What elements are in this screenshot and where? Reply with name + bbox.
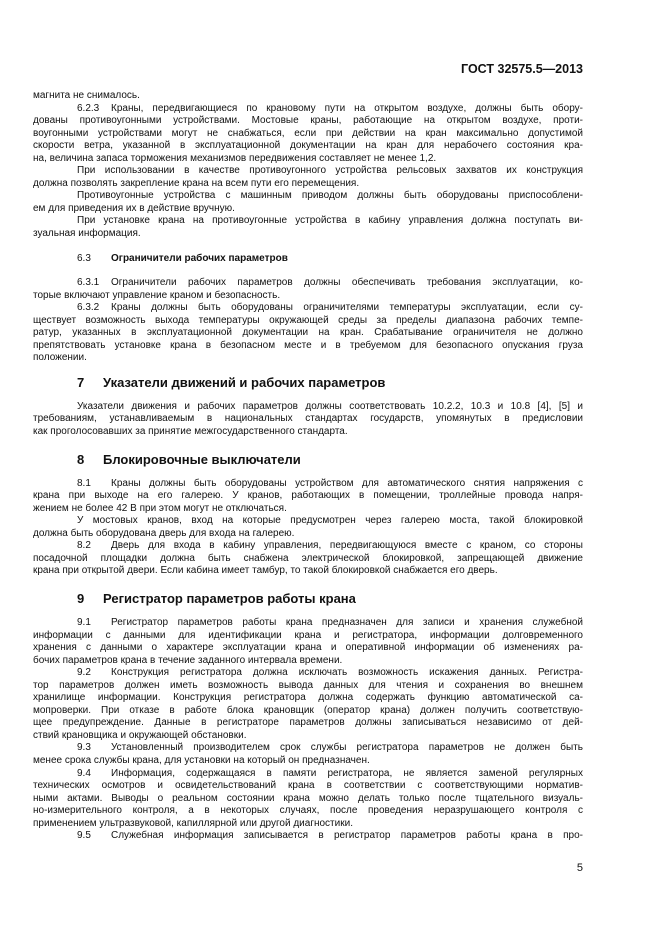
text-line: [33, 203, 583, 216]
text-line: [33, 680, 583, 693]
text-line: [33, 655, 583, 668]
section-heading-7: [77, 376, 583, 390]
section-title: Регистратор параметров работы крана: [103, 590, 356, 606]
line-text: хранения с данными о характере эксплуатации крана и оперативной информации об изменениях ра-: [33, 642, 583, 654]
line-text: Краны, передвигающиеся по крановому пути на открытом воздухе, должны быть обору-: [111, 102, 583, 114]
text-line: [33, 352, 583, 365]
line-text: хранилище информации. Конструкция регистратора должна содержать функцию автоматической са-: [33, 692, 583, 704]
clause-9-5: [33, 830, 583, 843]
text-line: [33, 768, 583, 781]
line-text: Краны должны быть оборудованы ограничителями температуры эксплуатации, если су-: [111, 302, 583, 314]
clause-8-2: [33, 540, 583, 578]
line-text: Дверь для входа в кабину управления, передвигающуюся вместе с краном, со стороны: [111, 540, 583, 552]
text-line: [33, 642, 583, 655]
section-title: Ограничители рабочих параметров: [111, 253, 288, 265]
line-text: но-измерительного контроля, а в некоторых случаях, после проведения неразрушающего контроля с: [33, 805, 583, 817]
line-text: зуальная информация.: [33, 228, 141, 240]
section-title: Указатели движений и рабочих параметров: [103, 374, 386, 390]
clause-6-3-1: [33, 277, 583, 302]
line-text: Служебная информация записывается в регистратор параметров работы крана в про-: [111, 830, 583, 842]
text-line: [33, 830, 583, 843]
line-text: торые включают управление краном и безопасность.: [33, 289, 281, 301]
page-number: 5: [576, 862, 583, 874]
section-number: 6.3: [77, 253, 91, 265]
text-line: [33, 340, 583, 353]
line-text: должна позволять закрепление крана на всем пути его перемещения.: [33, 177, 360, 189]
clause-number: 6.2.3: [77, 102, 100, 114]
line-text: скорости ветра, указанной в эксплуатационной документации на кран для нерабочего состояния кра-: [33, 140, 583, 152]
text-line: [33, 705, 583, 718]
line-text: требованиям, устанавливаемым в национальных стандартах государств, упомянутых в предисловии: [33, 413, 583, 425]
line-text: ными актами. Выводы о реальном состоянии крана можно делать только после тщательного визуаль-: [33, 792, 583, 804]
line-text: У мостовых кранов, вход на которые предусмотрен через галерею моста, такой блокировкой: [77, 515, 583, 527]
line-text: мопроверки. При отказе в работе блока крановщик (оператор крана) должен получить соответствую-: [33, 704, 583, 716]
clause-number: 9.3: [77, 742, 91, 754]
clause-number: 9.4: [77, 767, 91, 779]
text-line: [33, 540, 583, 553]
line-text: магнита не снималось.: [33, 90, 140, 101]
section-number: 7: [77, 374, 85, 390]
text-line: [33, 667, 583, 680]
line-text: ем для приведения их в действие вручную.: [33, 202, 235, 214]
line-text: ществует возможность выхода температуры окружающей среды за пределы диапазона рабочих темпе-: [33, 314, 583, 326]
text-line: [33, 630, 583, 643]
document-header-id: ГОСТ 32575.5—2013: [461, 62, 583, 76]
clause-number: 6.3.1: [77, 277, 100, 289]
line-text: жением не более 42 В при этом могут не отключаться.: [33, 502, 287, 514]
text-line: [33, 478, 583, 491]
text-line: [33, 153, 583, 166]
text-line: [33, 780, 583, 793]
section-heading-6-3: [77, 253, 583, 266]
text-line: [33, 818, 583, 831]
paragraph: [33, 401, 583, 439]
clause-9-4: [33, 768, 583, 831]
text-line: [33, 215, 583, 228]
clause-number: 9.1: [77, 616, 91, 628]
line-text: Конструкция регистратора должна исключать возможность искажения данных. Регистра-: [111, 667, 583, 679]
line-text: крана при выходе на его галерею. У кранов, работающих в помещении, троллейные провода напря-: [33, 490, 583, 502]
section-title: Блокировочные выключатели: [103, 451, 301, 467]
line-text: Указатели движения и рабочих параметров должны соответствовать 10.2.2, 10.3 и 10.8 [4], [5] и: [77, 400, 583, 412]
text-line: [33, 327, 583, 340]
line-text: ратур, указанных в эксплуатационной документации на кран. Срабатывание ограничителя не должно: [33, 327, 583, 339]
section-heading-9: [77, 592, 583, 606]
text-line: [33, 755, 583, 768]
text-line: [33, 277, 583, 290]
line-text: должна быть оборудована дверь для входа на галерею.: [33, 527, 295, 539]
line-text: посадочной площадки должна быть снабжена электрической блокировкой, запрещающей движение: [33, 552, 583, 564]
text-line: [33, 315, 583, 328]
text-line: [33, 178, 583, 191]
document-body: [33, 90, 583, 843]
line-text: положении.: [33, 352, 87, 364]
text-line: [33, 290, 583, 303]
line-text: Информация, содержащаяся в памяти регистратора, не является заменой регулярных: [111, 767, 583, 779]
line-text: воугонными устройствами могут не снабжаться, если при действии на кран максимально допустимой: [33, 127, 583, 139]
clause-number: 8.2: [77, 540, 91, 552]
text-line: [33, 617, 583, 630]
line-text: тор параметров должен иметь возможность вывода данных для чтения и сохранения во внешнем: [33, 679, 583, 691]
paragraph: [33, 165, 583, 190]
text-line: [33, 165, 583, 178]
text-line: [33, 401, 583, 414]
line-text: препятствовать установке крана в безопасном месте и в требуемом для безопасного опускания груза: [33, 339, 583, 351]
clause-6-3-2: [33, 302, 583, 365]
line-text: крана при открытой двери. Если кабина имеет тамбур, то такой блокировкой снабжается его дверь.: [33, 565, 498, 577]
clause-number: 9.5: [77, 830, 91, 842]
line-text: бочих параметров крана в течение заданного интервала времени.: [33, 654, 343, 666]
line-text: ствий крановщика и окружающей обстановки.: [33, 729, 247, 741]
text-line: [33, 426, 583, 439]
paragraph: [33, 215, 583, 240]
text-line: [33, 140, 583, 153]
section-number: 9: [77, 590, 85, 606]
text-line: [33, 128, 583, 141]
line-text: Ограничители рабочих параметров должны обеспечивать требования эксплуатации, ко-: [111, 277, 583, 289]
clause-6-2-3: [33, 103, 583, 166]
text-line: [33, 515, 583, 528]
line-text: как проголосовавших за принятие межгосударственного стандарта.: [33, 426, 348, 438]
clause-number: 6.3.2: [77, 302, 100, 314]
text-line: [33, 805, 583, 818]
text-line: [33, 90, 583, 103]
text-line: [33, 730, 583, 743]
line-text: применением ультразвуковой, капиллярной или другой диагностики.: [33, 817, 353, 829]
text-line: [33, 302, 583, 315]
clause-number: 8.1: [77, 477, 91, 489]
line-text: технических осмотров и освидетельствований крана в соответствии с соответствующими норматив-: [33, 780, 583, 792]
line-text: щее предупреждение. Данные в регистраторе параметров должны записываться независимо от дей-: [33, 717, 583, 729]
text-line: [33, 503, 583, 516]
section-number: 8: [77, 451, 85, 467]
text-line: [33, 717, 583, 730]
line-text: менее срока службы крана, для установки на который он предназначен.: [33, 754, 370, 766]
text-line: [33, 528, 583, 541]
paragraph: [33, 190, 583, 215]
line-text: Установленный производителем срок службы регистратора параметров не должен быть: [111, 742, 583, 754]
line-text: Краны должны быть оборудованы устройством для автоматического снятия напряжения с: [111, 477, 583, 489]
text-line: [33, 228, 583, 241]
clause-9-3: [33, 742, 583, 767]
section-heading-8: [77, 453, 583, 467]
line-text: Регистратор параметров работы крана предназначен для записи и хранения служебной: [111, 616, 583, 628]
text-line: [33, 565, 583, 578]
clause-9-2: [33, 667, 583, 742]
text-line: [33, 692, 583, 705]
line-text: информации с данными для идентификации крана и регистратора, информации долговременного: [33, 629, 583, 641]
clause-8-1: [33, 478, 583, 516]
line-text: Противоугонные устройства с машинным приводом должны быть оборудованы приспособлени-: [77, 190, 583, 202]
clause-number: 9.2: [77, 667, 91, 679]
text-line: [33, 490, 583, 503]
text-line: [33, 190, 583, 203]
text-line: [33, 115, 583, 128]
text-line: [33, 553, 583, 566]
line-text: При использовании в качестве противоугонного устройства рельсовых захватов их конструкция: [77, 165, 583, 177]
paragraph: [33, 515, 583, 540]
line-text: на, величина запаса торможения механизмов передвижения составляет не менее 1,2.: [33, 152, 437, 164]
text-line: [33, 742, 583, 755]
text-line: [33, 793, 583, 806]
line-text: При установке крана на противоугонные устройства в кабину управления должна поступать ви-: [77, 215, 583, 227]
clause-9-1: [33, 617, 583, 667]
paragraph: [33, 90, 583, 103]
text-line: [33, 413, 583, 426]
line-text: дованы противоугонными устройствами. Мостовые краны, работающие на открытом воздухе, проти-: [33, 115, 583, 127]
text-line: [33, 103, 583, 116]
